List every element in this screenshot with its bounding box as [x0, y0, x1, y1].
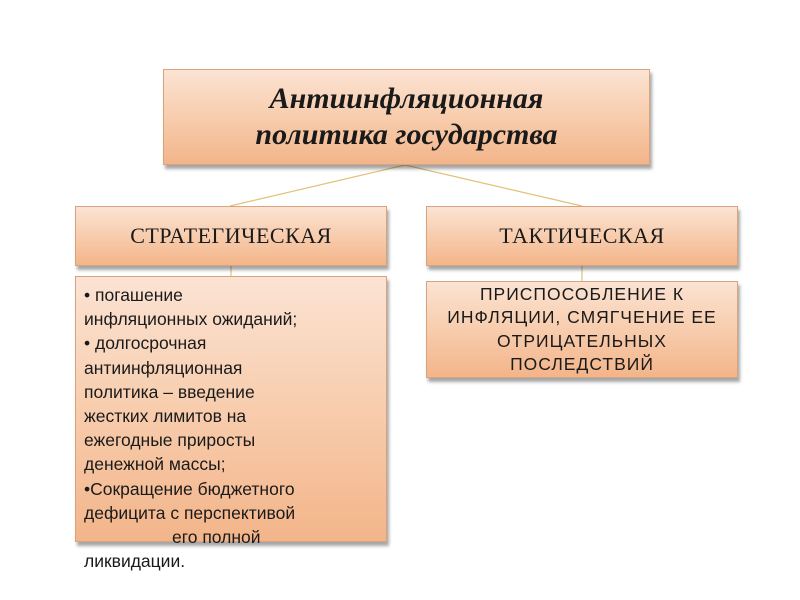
tactical-title: ТАКТИЧЕСКАЯ	[499, 223, 665, 248]
strategic-line: ежегодные приросты	[84, 430, 256, 451]
root-title-line-2: политика государства	[255, 118, 558, 151]
tactical-line: ОТРИЦАТЕЛЬНЫХ	[497, 330, 667, 351]
strategic-line: ликвидации.	[84, 551, 186, 572]
strategic-line: денежной массы;	[84, 454, 226, 475]
strategic-line: дефицита с перспективой	[84, 502, 296, 523]
tactical-measures-box	[426, 281, 738, 378]
tactical-line: ПОСЛЕДСТВИЙ	[510, 354, 654, 374]
strategic-line: •Сокращение бюджетного	[84, 478, 295, 499]
strategic-node	[75, 206, 387, 266]
strategic-line: жестких лимитов на	[84, 406, 247, 427]
strategic-line: политика – введение	[84, 381, 255, 402]
strategic-title: СТРАТЕГИЧЕСКАЯ	[130, 223, 332, 248]
strategic-line: его полной	[172, 527, 261, 548]
root-title-line-1: Антиинфляционная	[269, 82, 544, 115]
strategic-line: инфляционных ожиданий;	[84, 309, 298, 330]
strategic-line: • погашение	[84, 285, 183, 305]
tactical-line: ПРИСПОСОБЛЕНИЕ К	[479, 283, 685, 304]
strategic-line: • долгосрочная	[84, 333, 207, 354]
connector-root-to-tactical	[405, 165, 582, 206]
connector-root-to-strategic	[230, 165, 405, 206]
strategic-measures-list	[75, 276, 387, 572]
tactical-line: ИНФЛЯЦИИ, СМЯГЧЕНИЕ ЕЕ	[447, 307, 717, 327]
tactical-node	[426, 206, 738, 266]
root-node	[163, 69, 650, 165]
strategic-line: антиинфляционная	[84, 357, 243, 378]
